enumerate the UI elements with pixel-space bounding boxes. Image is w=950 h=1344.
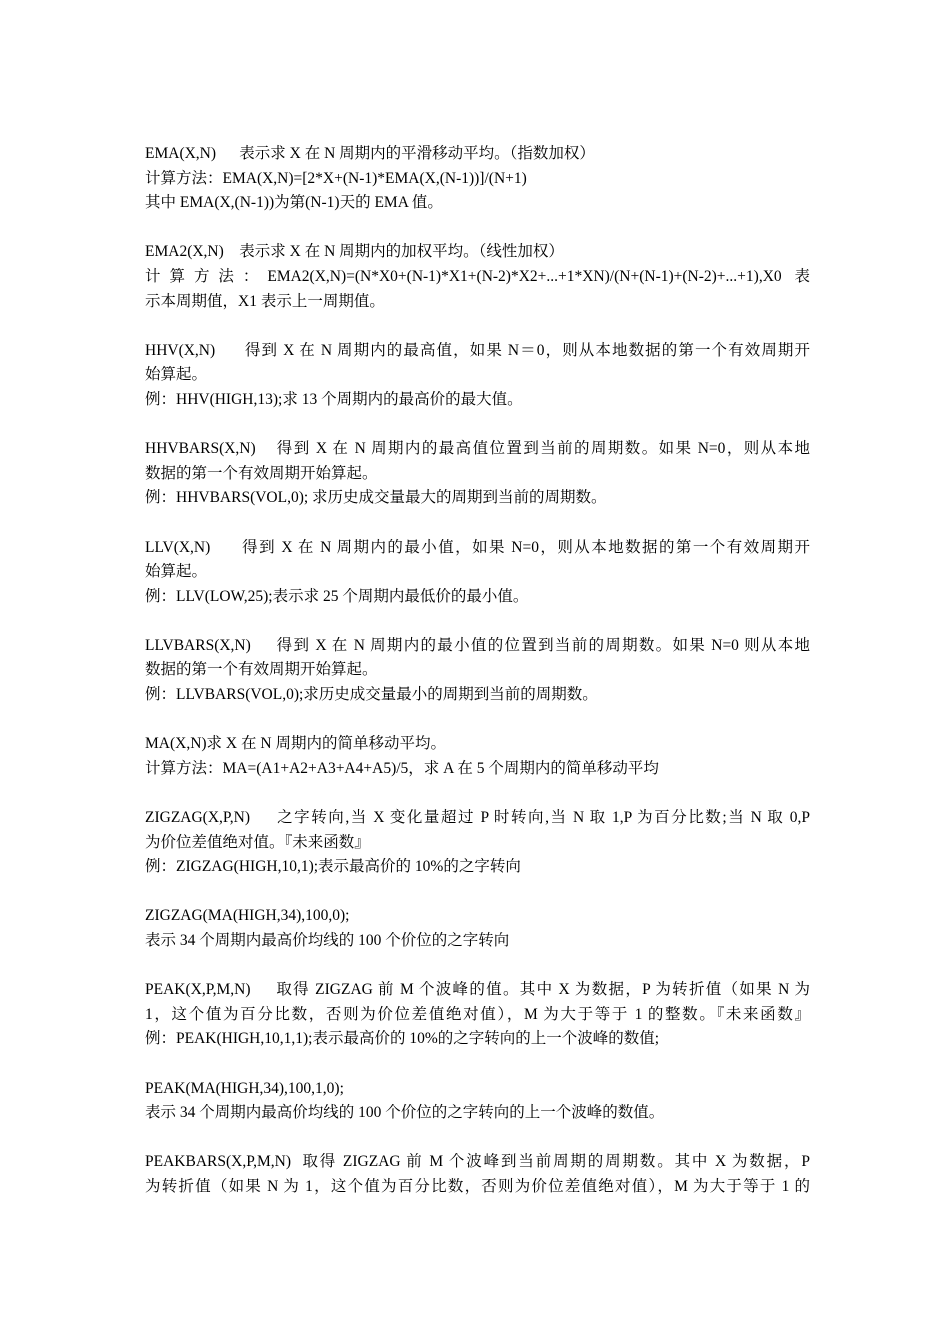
peak-example-2-code: PEAK(MA(HIGH,34),100,1,0); <box>145 1079 344 1097</box>
paragraph-gap <box>145 413 810 438</box>
ma-definition: MA(X,N)求 X 在 N 周期内的简单移动平均。 <box>145 735 446 753</box>
hhvbars-definition-continued: 数据的第一个有效周期开始算起。 <box>145 464 378 482</box>
ema-formula: 计算方法：EMA(X,N)=[2*X+(N-1)*EMA(X,(N-1))]/(N+1) <box>145 169 527 187</box>
paragraph-gap <box>145 1126 810 1151</box>
paragraph-gap <box>145 609 810 634</box>
hhv-definition: HHV(X,N) 得到 X 在 N 周期内的最高值，如果 N＝0，则从本地数据的第一个有效周期开 <box>145 341 810 359</box>
zigzag-example: 例：ZIGZAG(HIGH,10,1);表示最高价的 10%的之字转向 <box>145 858 521 876</box>
paragraph-gap <box>145 708 810 733</box>
hhvbars-example: 例：HHVBARS(VOL,0); 求历史成交量最大的周期到当前的周期数。 <box>145 489 607 507</box>
llv-example: 例：LLV(LOW,25);表示求 25 个周期内最低价的最小值。 <box>145 587 529 605</box>
ema2-definition: EMA2(X,N) 表示求 X 在 N 周期内的加权平均。（线性加权） <box>145 243 564 261</box>
paragraph-gap <box>145 216 810 241</box>
llv-definition: LLV(X,N) 得到 X 在 N 周期内的最小值，如果 N=0，则从本地数据的第一个有效周期开 <box>145 538 810 556</box>
paragraph-gap <box>145 781 810 806</box>
peak-example: 例：PEAK(HIGH,10,1,1);表示最高价的 10%的之字转向的上一个波峰的数值; <box>145 1030 660 1048</box>
ema-definition: EMA(X,N) 表示求 X 在 N 周期内的平滑移动平均。（指数加权） <box>145 145 595 162</box>
paragraph-gap <box>145 511 810 536</box>
llvbars-definition: LLVBARS(X,N) 得到 X 在 N 周期内的最小值的位置到当前的周期数。如果 N=0 则从本地 <box>145 636 810 654</box>
ema2-formula-continued: 示本周期值，X1 表示上一周期值。 <box>145 292 385 310</box>
paragraph-gap <box>145 880 810 905</box>
peak-definition: PEAK(X,P,M,N) 取得 ZIGZAG 前 M 个波峰的值。其中 X 为数据，P 为转折值（如果 N 为 <box>145 981 810 999</box>
paragraph-gap <box>145 314 810 339</box>
paragraph-gap <box>145 1052 810 1077</box>
llvbars-definition-continued: 数据的第一个有效周期开始算起。 <box>145 661 378 679</box>
hhv-example: 例：HHV(HIGH,13);求 13 个周期内的最高价的最大值。 <box>145 390 523 408</box>
zigzag-example-2-description: 表示 34 个周期内最高价均线的 100 个价位的之字转向 <box>145 932 510 949</box>
llv-definition-continued: 始算起。 <box>145 563 208 581</box>
ema-note: 其中 EMA(X,(N-1))为第(N-1)天的 EMA 值。 <box>145 194 443 212</box>
hhvbars-definition: HHVBARS(X,N) 得到 X 在 N 周期内的最高值位置到当前的周期数。如果 N=0，则从本地 <box>145 440 810 458</box>
llvbars-example: 例：LLVBARS(VOL,0);求历史成交量最小的周期到当前的周期数。 <box>145 686 598 704</box>
document-body <box>145 142 810 1200</box>
ma-formula: 计算方法：MA=(A1+A2+A3+A4+A5)/5，求 A 在 5 个周期内的简单移动平均 <box>145 759 659 777</box>
peak-example-2-description: 表示 34 个周期内最高价均线的 100 个价位的之字转向的上一个波峰的数值。 <box>145 1104 665 1122</box>
peak-definition-continued: 1，这个值为百分比数，否则为价位差值绝对值），M 为大于等于 1 的整数。『未来函数』 <box>145 1005 810 1023</box>
hhv-definition-continued: 始算起。 <box>145 366 208 384</box>
zigzag-definition-continued: 为价位差值绝对值。『未来函数』 <box>145 833 370 851</box>
peakbars-definition-continued: 为转折值（如果 N 为 1，这个值为百分比数，否则为价位差值绝对值），M 为大于等于 1 的 <box>145 1177 810 1195</box>
ema2-formula: 计算方法：EMA2(X,N)=(N*X0+(N-1)*X1+(N-2)*X2+...+1*XN)/(N+(N-1)+(N-2)+...+1),X0 表 <box>145 267 810 285</box>
paragraph-gap <box>145 954 810 979</box>
peakbars-definition: PEAKBARS(X,P,M,N) 取得 ZIGZAG 前 M 个波峰到当前周期的周期数。其中 X 为数据，P <box>145 1153 810 1171</box>
zigzag-example-2-code: ZIGZAG(MA(HIGH,34),100,0); <box>145 907 350 925</box>
zigzag-definition: ZIGZAG(X,P,N) 之字转向,当 X 变化量超过 P 时转向,当 N 取 1,P 为百分比数;当 N 取 0,P <box>145 809 810 827</box>
